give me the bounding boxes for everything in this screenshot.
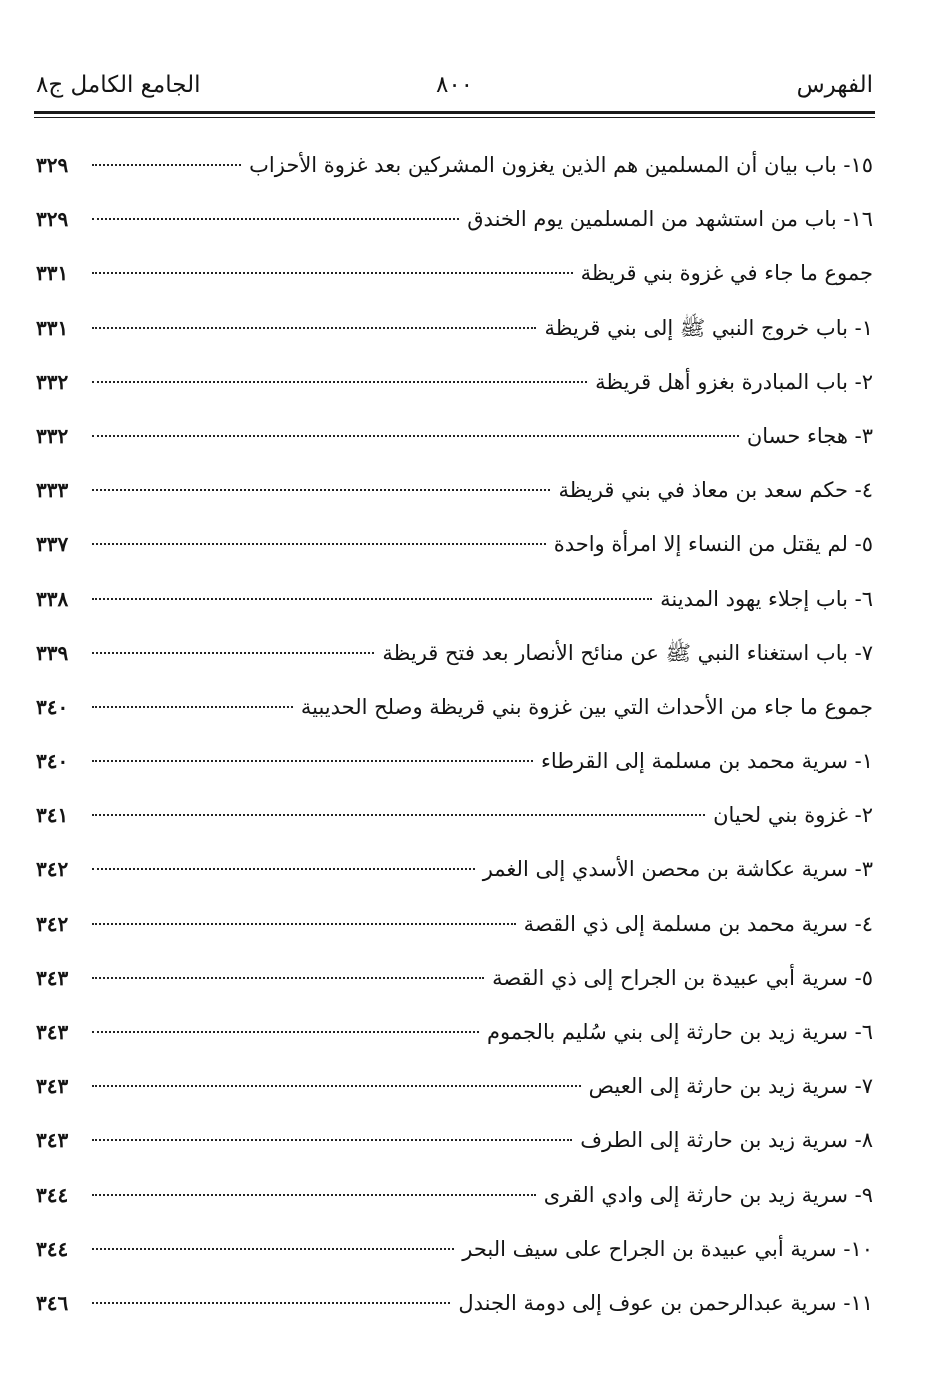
toc-entry (36, 357, 873, 411)
dot-leader (92, 1248, 454, 1250)
toc-entry (36, 790, 873, 844)
dot-leader (92, 923, 516, 925)
toc-entry-title: ٧- باب استغناء النبي ﷺ عن منائح الأنصار بعد فتح قريظة (382, 640, 873, 665)
section-title: الفهرس (796, 72, 873, 98)
toc-entry-title: ٢- باب المبادرة بغزو أهل قريظة (595, 369, 873, 394)
toc-entry-page: ٣٤٣ (36, 1020, 69, 1044)
dot-leader (92, 272, 573, 274)
toc-entry-page: ٣٤٢ (36, 911, 69, 936)
toc-entry-page: ٣٤٣ (36, 1128, 69, 1153)
toc-entry-page: ٣٣٩ (36, 640, 69, 665)
toc-entry-page: ٣٤٠ (36, 694, 69, 719)
toc-entry (36, 140, 873, 194)
toc-entry-page: ٣٢٩ (36, 153, 69, 177)
toc-entry (36, 1115, 873, 1169)
toc-entry (36, 574, 873, 628)
toc-entry-page: ٣٤٢ (36, 857, 69, 882)
toc-entry-title: ٦- باب إجلاء يهود المدينة (660, 586, 873, 611)
toc-entry-title: ١- باب خروج النبي ﷺ إلى بني قريظة (544, 315, 873, 340)
toc-entry (36, 899, 873, 953)
header-rule-thin (34, 117, 875, 118)
toc-entry-title: ١١- سرية عبدالرحمن بن عوف إلى دومة الجندل (458, 1290, 873, 1315)
toc-entry (36, 465, 873, 519)
dot-leader (92, 489, 550, 491)
toc-entry (36, 411, 873, 465)
toc-entry-page: ٣٤١ (36, 803, 69, 828)
toc-entry-page: ٣٣٣ (36, 478, 69, 503)
toc-entry-title: ٣- هجاء حسان (746, 423, 873, 448)
toc-entry (36, 1061, 873, 1115)
toc-entry-page: ٣٣٨ (36, 586, 69, 611)
toc-entry-title: جموع ما جاء في غزوة بني قريظة (580, 261, 873, 286)
toc-entry-title: ١٦- باب من استشهد من المسلمين يوم الخندق (467, 207, 873, 232)
toc-entry-title: ١٥- باب بيان أن المسلمين هم الذين يغزون المشركين بعد غزوة الأحزاب (249, 153, 873, 177)
toc-entry-page: ٣٤٣ (36, 1074, 69, 1099)
toc-entry-page: ٣٤٦ (36, 1290, 69, 1315)
toc-entry (36, 628, 873, 682)
dot-leader (92, 706, 293, 708)
dot-leader (92, 1194, 536, 1196)
toc-entry-page: ٣٣٢ (36, 369, 69, 394)
toc-entry-title: جموع ما جاء من الأحداث التي بين غزوة بني قريظة وصلح الحديبية (300, 694, 873, 719)
dot-leader (92, 543, 546, 545)
toc-entry-page: ٣٤٤ (36, 1236, 69, 1261)
dot-leader (92, 435, 739, 437)
toc-entry (36, 248, 873, 302)
table-of-contents (36, 140, 873, 1332)
toc-entry-page: ٣٣١ (36, 315, 69, 340)
toc-entry (36, 1224, 873, 1278)
toc-entry (36, 736, 873, 790)
dot-leader (92, 1031, 479, 1033)
toc-entry (36, 1007, 873, 1061)
page-number: ٨٠٠ (435, 72, 474, 98)
dot-leader (92, 327, 536, 329)
toc-entry (36, 682, 873, 736)
toc-entry-title: ٥- لم يقتل من النساء إلا امرأة واحدة (553, 532, 873, 557)
toc-entry-page: ٣٢٩ (36, 207, 69, 232)
toc-entry (36, 1278, 873, 1332)
toc-entry-title: ١- سرية محمد بن مسلمة إلى القرطاء (540, 749, 873, 774)
toc-entry (36, 844, 873, 898)
toc-entry-page: ٣٤٣ (36, 965, 69, 990)
toc-entry-title: ٧- سرية زيد بن حارثة إلى العيص (588, 1074, 873, 1099)
header-rule-thick (34, 111, 875, 114)
book-title: الجامع الكامل ج٨ (36, 72, 201, 98)
toc-entry-title: ٤- سرية محمد بن مسلمة إلى ذي القصة (523, 911, 873, 936)
dot-leader (92, 760, 533, 762)
dot-leader (92, 1085, 581, 1087)
toc-entry (36, 953, 873, 1007)
toc-entry-title: ٥- سرية أبي عبيدة بن الجراح إلى ذي القصة (492, 965, 873, 990)
dot-leader (92, 868, 475, 870)
toc-entry-page: ٣٣٢ (36, 423, 69, 448)
toc-entry-title: ١٠- سرية أبي عبيدة بن الجراح على سيف البحر (462, 1236, 873, 1261)
toc-entry-page: ٣٤٤ (36, 1182, 69, 1207)
dot-leader (92, 218, 459, 220)
toc-entry-title: ٨- سرية زيد بن حارثة إلى الطرف (580, 1128, 873, 1153)
toc-entry (36, 194, 873, 248)
toc-entry-title: ٦- سرية زيد بن حارثة إلى بني سُليم بالجموم (487, 1020, 873, 1044)
toc-entry (36, 1170, 873, 1224)
dot-leader (92, 164, 241, 166)
dot-leader (92, 814, 705, 816)
toc-entry-page: ٣٣١ (36, 261, 69, 286)
dot-leader (92, 977, 484, 979)
toc-entry-title: ٣- سرية عكاشة بن محصن الأسدي إلى الغمر (482, 857, 873, 882)
dot-leader (92, 598, 652, 600)
dot-leader (92, 381, 587, 383)
toc-entry (36, 519, 873, 573)
toc-entry-title: ٩- سرية زيد بن حارثة إلى وادي القرى (543, 1182, 873, 1207)
toc-entry-page: ٣٤٠ (36, 749, 69, 774)
toc-entry-title: ٤- حكم سعد بن معاذ في بني قريظة (558, 478, 873, 503)
toc-entry-title: ٢- غزوة بني لحيان (713, 803, 873, 828)
toc-entry (36, 303, 873, 357)
toc-entry-page: ٣٣٧ (36, 532, 69, 557)
dot-leader (92, 1302, 450, 1304)
dot-leader (92, 1139, 572, 1141)
dot-leader (92, 652, 374, 654)
page-header (36, 68, 873, 108)
